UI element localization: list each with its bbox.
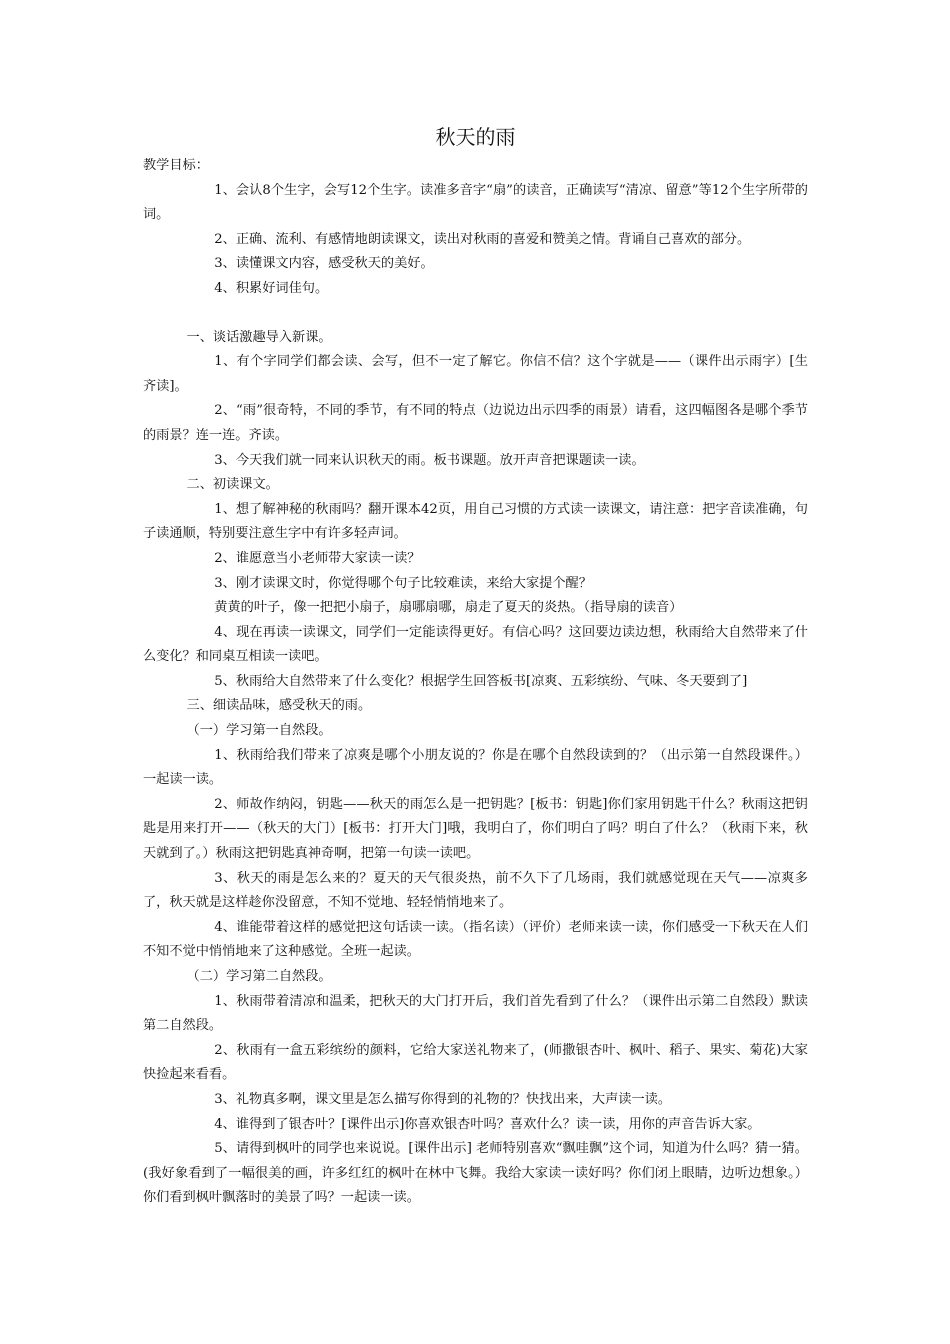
section-item: 4、谁得到了银杏叶？[课件出示]你喜欢银杏叶吗？喜欢什么？读一读，用你的声音告诉大家。 — [214, 1116, 761, 1132]
section-item: 2、谁愿意当小老师带大家读一读？ — [214, 550, 421, 566]
section-item: 1、有个字同学们都会读、会写，但不一定了解它。你信不信？这个字就是——（课件出示雨字）[生齐读]。 — [143, 354, 808, 394]
spacer — [143, 302, 808, 326]
section-item: 2、师故作纳闷，钥匙——秋天的雨怎么是一把钥匙？[板书：钥匙]你们家用钥匙干什么？秋雨这把钥匙是用来打开——（秋天的大门）[板书：打开大门]哦，我明白了，你们明白了吗？明白了什么？（秋雨下来，秋天就到了。）秋雨这把钥匙真神奇啊，把第一句读一读吧。 — [143, 796, 808, 862]
section-item: 2、秋雨有一盒五彩缤纷的颜料，它给大家送礼物来了，(师撒银杏叶、枫叶、稻子、果实、菊花)大家快捡起来看看。 — [143, 1042, 808, 1083]
section-item: 1、秋雨带着清凉和温柔，把秋天的大门打开后，我们首先看到了什么？（课件出示第二自然段）默读第二自然段。 — [143, 993, 808, 1034]
section-item: 3、秋天的雨是怎么来的？夏天的天气很炎热，前不久下了几场雨，我们就感觉现在天气——凉爽多了，秋天就是这样趁你没留意，不知不觉地、轻轻悄悄地来了。 — [143, 870, 808, 911]
section-item: 3、刚才读课文时，你觉得哪个句子比较难读，来给大家提个醒？ — [214, 575, 592, 591]
goal-item: 4、积累好词佳句。 — [214, 280, 329, 296]
document-title: 秋天的雨 — [435, 125, 516, 149]
section-heading: 三、细读品味，感受秋天的雨。 — [186, 698, 372, 714]
quote-line: 黄黄的叶子，像一把把小扇子，扇哪扇哪，扇走了夏天的炎热。（指导扇的读音） — [214, 600, 683, 616]
section-item: 5、请得到枫叶的同学也来说说。[课件出示] 老师特别喜欢“飘哇飘”这个词，知道为什么吗？猜一猜。(我好象看到了一幅很美的画，许多红红的枫叶在林中飞舞。我给大家读一读好吗？你们闭上眼睛，边听边想象。）你们看到枫叶飘落时的美景了吗？一起读一读。 — [143, 1141, 808, 1206]
goal-item: 1、会认8个生字，会写12个生字。读准多音字“扇”的读音，正确读写“清凉、留意”等12个生字所带的词。 — [143, 182, 808, 223]
section-item: 3、今天我们就一同来认识秋天的雨。板书课题。放开声音把课题读一读。 — [214, 452, 645, 468]
goal-item: 2、正确、流利、有感情地朗读课文，读出对秋雨的喜爱和赞美之情。背诵自己喜欢的部分。 — [214, 231, 751, 247]
section-item: 4、现在再读一读课文，同学们一定能读得更好。有信心吗？这回要边读边想，秋雨给大自然带来了什么变化？和同桌互相读一读吧。 — [143, 624, 808, 665]
section-item: 1、想了解神秘的秋雨吗？翻开课本42页，用自己习惯的方式读一读课文，请注意：把字音读准确，句子读通顺，特别要注意生字中有许多轻声词。 — [143, 501, 808, 542]
subsection-heading: （一）学习第一自然段。 — [186, 723, 332, 739]
section-item: 3、礼物真多啊，课文里是怎么描写你得到的礼物的？快找出来，大声读一读。 — [214, 1091, 672, 1107]
section-item: 1、秋雨给我们带来了凉爽是哪个小朋友说的？你是在哪个自然段读到的？（出示第一自然段课件。）一起读一读。 — [143, 747, 808, 788]
section-heading: 二、初读课文。 — [186, 477, 279, 493]
section-heading: 一、谈话激趣导入新课。 — [186, 329, 332, 345]
goal-item: 3、读懂课文内容，感受秋天的美好。 — [214, 256, 434, 272]
goals-heading: 教学目标： — [143, 158, 209, 173]
section-item: 5、秋雨给大自然带来了什么变化？根据学生回答板书[凉爽、五彩缤纷、气味、冬天要到了] — [214, 673, 748, 689]
section-item: 2、“雨”很奇特，不同的季节，有不同的特点（边说边出示四季的雨景）请看，这四幅图各是哪个季节的雨景？连一连。齐读。 — [143, 403, 808, 443]
section-item: 4、谁能带着这样的感觉把这句话读一读。（指名读）（评价）老师来读一读，你们感受一下秋天在人们不知不觉中悄悄地来了这种感觉。全班一起读。 — [143, 919, 808, 960]
document-page — [143, 122, 808, 1211]
subsection-heading: （二）学习第二自然段。 — [186, 969, 332, 984]
